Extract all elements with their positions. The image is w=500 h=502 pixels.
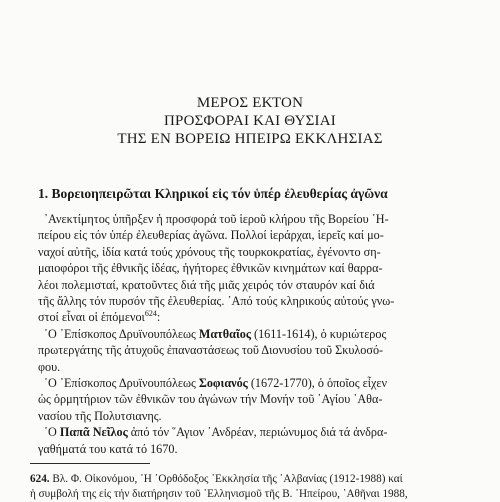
paragraph-4 (38, 424, 462, 457)
paragraph-1 (38, 211, 462, 326)
text-line: νασίου τῆς Πολυτσιανης. (38, 408, 162, 423)
footnote-line: ἡ συμβολή της εἰς τήν διατήρησιν τοῦ ῾Ελληνισμοῦ τῆς Β. ῾Ηπείρου, ᾿Αθῆναι 1988, (30, 488, 408, 500)
footnote-number: 624. (30, 473, 50, 485)
text-line: φου. (38, 359, 61, 374)
footnote-reference[interactable]: 624 (144, 309, 157, 319)
footnote-line (30, 472, 470, 487)
person-name-sofianos: Σοφιανός (198, 376, 248, 391)
paragraph-3 (38, 375, 462, 424)
paragraph-2 (38, 326, 462, 375)
text-fragment: ῾Ο ᾿Επίσκοπος Δρυϊνουπόλεως (44, 376, 199, 391)
footnote-divider (30, 463, 150, 464)
text-fragment: στοί εἶναι οἱ ἑπόμενοι (38, 310, 145, 325)
part-heading-line-1: ΜΕΡΟΣ ΕΚΤΟΝ (196, 95, 304, 111)
text-fragment: (1611-1614), ὁ κυριώτερος (250, 326, 387, 341)
person-name-matthaios: Ματθαῖος (198, 326, 251, 341)
footnote-text: Βλ. Φ. Οἰκονόμου, ῾Η ᾿Ορθόδοξος ᾿Εκκλησία τῆς ᾿Αλβανίας (1912-1988) καί (49, 473, 403, 485)
text-fragment: ἀπό τόν ῞Αγιον ᾿Ανδρέαν, περιώνυμος διά τά ἀνδρα- (127, 425, 388, 440)
text-line: μαιοφόροι τῆς ἐθνικῆς ἰδέας, ἡγήτορες ἐθνικῶν κινημάτων καί θαρρα- (38, 261, 383, 276)
section-heading: 1. Βορειοηπειρῶται Κληρικοί εἰς τόν ὑπέρ ἐλευθερίας ἀγῶνα (38, 186, 388, 201)
text-line: ναχοί αὐτῆς, ἰδία κατά τούς χρόνους τῆς τουρκοκρατίας, ἐγένοντο ση- (38, 244, 381, 259)
text-fragment: ῾Ο ᾿Επίσκοπος Δρυϊνουπόλεως (44, 326, 199, 341)
text-line: πρωτεργάτης τῆς ἀτυχοῦς ἐπαναστάσεως τοῦ Διονυσίου τοῦ Σκυλοσό- (38, 343, 384, 358)
person-name-neilos: Παπᾶ Νεῖλος (59, 425, 128, 440)
text-line: γαθήματά του κατά τό 1670. (38, 441, 178, 456)
text-line (38, 375, 462, 391)
text-line: πείρου εἰς τόν ὑπέρ ἐλευθερίας ἀγῶνα. Πολλοί ἱεράρχαι, ἱερεῖς καί μο- (38, 228, 384, 243)
text-line: τῆς ἄλλης τόν πυρσόν τῆς ἐλευθερίας. ᾿Από τούς κληρικούς αὐτούς γνω- (38, 294, 395, 309)
text-fragment: (1672-1770), ὁ ὁποῖος εἶχεν (247, 376, 388, 391)
text-line (38, 424, 462, 440)
text-fragment: : (156, 310, 161, 325)
text-line: λέοι πολεμισταί, κρατοῦντες διά τῆς μιᾶς χειρός τόν σταυρόν καί διά (38, 277, 375, 292)
part-heading-line-2: ΠΡΟΣΦΟΡΑΙ ΚΑΙ ΘΥΣΙΑΙ (164, 113, 336, 129)
text-line: ὡς ὁρμητήριον τῶν ἐθνικῶν του ἀγώνων τήν Μονήν τοῦ ῾Αγίου ᾿Αθα- (38, 392, 383, 407)
text-line (38, 309, 462, 325)
text-fragment: ῾Ο (44, 425, 60, 440)
text-line (38, 326, 462, 342)
text-line: ᾿Ανεκτίμητος ὑπῆρξεν ἡ προσφορά τοῦ ἱεροῦ κλήρου τῆς Βορείου ῾Η- (44, 212, 389, 226)
body-text (38, 211, 462, 457)
footnote (30, 472, 470, 502)
part-heading-line-3: ΤΗΣ ΕΝ ΒΟΡΕΙΩ ΗΠΕΙΡΩ ΕΚΚΛΗΣΙΑΣ (117, 131, 383, 147)
